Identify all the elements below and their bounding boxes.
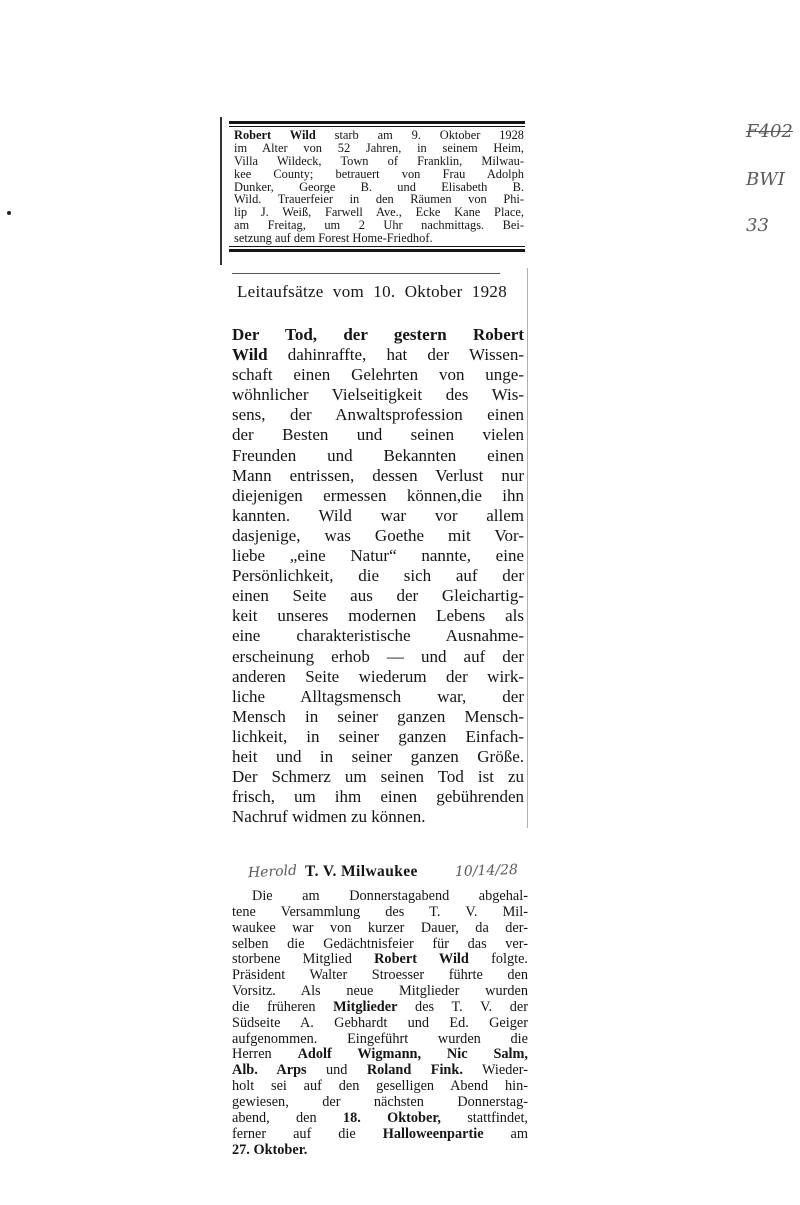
article-line: Die am Donnerstagabend abgehal- xyxy=(252,889,528,904)
editorial-column xyxy=(232,325,524,827)
editorial-line: diejenigen ermessen können,die ihn xyxy=(232,485,524,505)
article-line: holt sei auf den geselligen Abend hin- xyxy=(232,1079,528,1095)
notice-line: lip J. Weiß, Farwell Ave., Ecke Kane Place, xyxy=(234,206,524,220)
article-line xyxy=(232,1143,528,1159)
notice-line: setzung auf dem Forest Home-Friedhof. xyxy=(234,232,433,246)
editorial-line: heit und in seiner ganzen Größe. xyxy=(232,746,524,766)
editorial-top-rule xyxy=(232,273,500,274)
handwritten-source-note: Herold xyxy=(247,862,298,882)
article-line xyxy=(232,952,528,968)
editorial-heading: Leitaufsätze vom 10. Oktober 1928 xyxy=(237,282,507,301)
editorial-line: schaft einen Gelehrten von unge- xyxy=(232,365,524,385)
editorial-line: kannten. Wild war vor allem xyxy=(232,505,524,525)
margin-note-number: 33 xyxy=(746,215,769,236)
bold-text-segment: Roland Fink. xyxy=(366,1063,463,1079)
bold-text-segment: 27. Oktober. xyxy=(232,1142,308,1158)
article-line: tene Versammlung des T. V. Mil- xyxy=(232,904,528,920)
text-segment: stattfindet, xyxy=(440,1110,528,1126)
notice-top-thin-rule xyxy=(229,126,525,127)
editorial-line: lichkeit, in seiner ganzen Einfach- xyxy=(232,726,524,746)
obituary-notice xyxy=(234,129,524,245)
notice-line: Villa Wildeck, Town of Franklin, Milwau- xyxy=(234,154,524,168)
bold-text-segment: Robert Wild xyxy=(234,129,316,142)
editorial-line: frisch, um ihm einen gebührenden xyxy=(232,787,524,807)
editorial-line: Mensch in seiner ganzen Mensch- xyxy=(232,706,524,726)
article-line xyxy=(232,1047,528,1063)
editorial-line xyxy=(232,325,524,345)
bold-text-segment: Der Tod, der gestern Robert xyxy=(232,325,524,344)
editorial-line: Der Schmerz um seinen Tod ist zu xyxy=(232,767,524,787)
clipping-edge-shadow xyxy=(220,117,222,265)
margin-note-initials: BWI xyxy=(746,169,785,190)
bold-text-segment: Robert Wild xyxy=(374,952,469,968)
margin-note-catalog: F402 xyxy=(746,121,793,142)
editorial-line: liche Alltagsmensch war, der xyxy=(232,686,524,706)
article-line: Präsident Walter Stroesser führte den xyxy=(232,968,528,984)
article-line xyxy=(232,1127,528,1143)
editorial-line: keit unseres modernen Lebens als xyxy=(232,606,524,626)
text-segment: am xyxy=(483,1126,528,1142)
editorial-line: liebe „eine Natur“ nannte, eine xyxy=(232,546,524,566)
editorial-line: eine charakteristische Ausnahme- xyxy=(232,626,524,646)
bold-text-segment: Alb. Arps xyxy=(232,1063,307,1079)
bold-text-segment: Mitglieder xyxy=(333,999,398,1015)
notice-line: im Alter von 52 Jahren, in seinem Heim, xyxy=(234,141,524,155)
text-segment: starb am 9. Oktober 1928 xyxy=(315,129,524,142)
article-line xyxy=(232,1000,528,1016)
bold-text-segment: Halloweenpartie xyxy=(382,1126,484,1142)
editorial-line: wöhnlicher Vielseitigkeit des Wis- xyxy=(232,385,524,405)
editorial-line: Freunden und Bekannten einen xyxy=(232,445,524,465)
article-line xyxy=(232,1063,528,1079)
notice-top-thick-rule xyxy=(229,121,525,124)
editorial-line: sens, der Anwaltsprofession einen xyxy=(232,405,524,425)
editorial-line: Persönlichkeit, die sich auf der xyxy=(232,566,524,586)
article-line: aufgenommen. Eingeführt wurden die xyxy=(232,1031,528,1047)
text-segment: die früheren xyxy=(232,999,334,1015)
article-line xyxy=(232,1111,528,1127)
notice-line: Wild. Trauerfeier in den Räumen von Phi- xyxy=(234,193,524,207)
text-segment: folgte. xyxy=(468,952,528,968)
editorial-line: der Besten und seinen vielen xyxy=(232,425,524,445)
bold-text-segment: Adolf Wigmann, Nic Salm, xyxy=(297,1047,528,1063)
article-line: gewiesen, der nächsten Donnerstag- xyxy=(232,1094,528,1110)
article-heading xyxy=(0,862,800,884)
text-segment: abend, den xyxy=(232,1110,343,1126)
notice-line xyxy=(234,129,524,142)
article-line: Südseite A. Gebhardt und Ed. Geiger xyxy=(232,1015,528,1031)
article-line: Vorsitz. Als neue Mitglieder wurden xyxy=(232,984,528,1000)
handwritten-date-note: 10/14/28 xyxy=(454,861,519,881)
article-title: T. V. Milwaukee xyxy=(305,863,418,880)
notice-bottom-thin-rule xyxy=(229,246,525,247)
editorial-line: erscheinung erhob — und auf der xyxy=(232,646,524,666)
text-segment: Herren xyxy=(232,1047,298,1063)
article-line: waukee war von kurzer Dauer, da der- xyxy=(232,920,528,936)
text-segment: dahinraffte, hat der Wissen- xyxy=(267,345,524,365)
editorial-line xyxy=(232,345,524,365)
notice-bottom-thick-rule xyxy=(229,249,525,252)
text-segment: des T. V. der xyxy=(397,999,528,1015)
editorial-line: Nachruf widmen zu können. xyxy=(232,807,426,827)
article-line: selben die Gedächtnisfeier für das ver- xyxy=(232,936,528,952)
scan-speck xyxy=(7,211,11,215)
editorial-line: einen Seite aus der Gleichartig- xyxy=(232,586,524,606)
text-segment: ferner auf die xyxy=(232,1126,383,1142)
text-segment: und xyxy=(306,1063,367,1079)
bold-text-segment: 18. Oktober, xyxy=(342,1110,441,1126)
text-segment: storbene Mitglied xyxy=(232,952,375,968)
editorial-line: Mann entrissen, dessen Verlust nur xyxy=(232,465,524,485)
editorial-line: dasjenige, was Goethe mit Vor- xyxy=(232,525,524,545)
notice-line: kee County; betrauert von Frau Adolph xyxy=(234,167,524,181)
notice-line: Dunker, George B. und Elisabeth B. xyxy=(234,180,524,194)
editorial-line: anderen Seite wiederum der wirk- xyxy=(232,666,524,686)
article-column xyxy=(232,889,528,1158)
clipping-right-edge xyxy=(527,268,528,828)
text-segment: Wieder- xyxy=(462,1063,528,1079)
bold-text-segment: Wild xyxy=(232,345,268,365)
notice-line: am Freitag, um 2 Uhr nachmittags. Bei- xyxy=(234,219,524,233)
